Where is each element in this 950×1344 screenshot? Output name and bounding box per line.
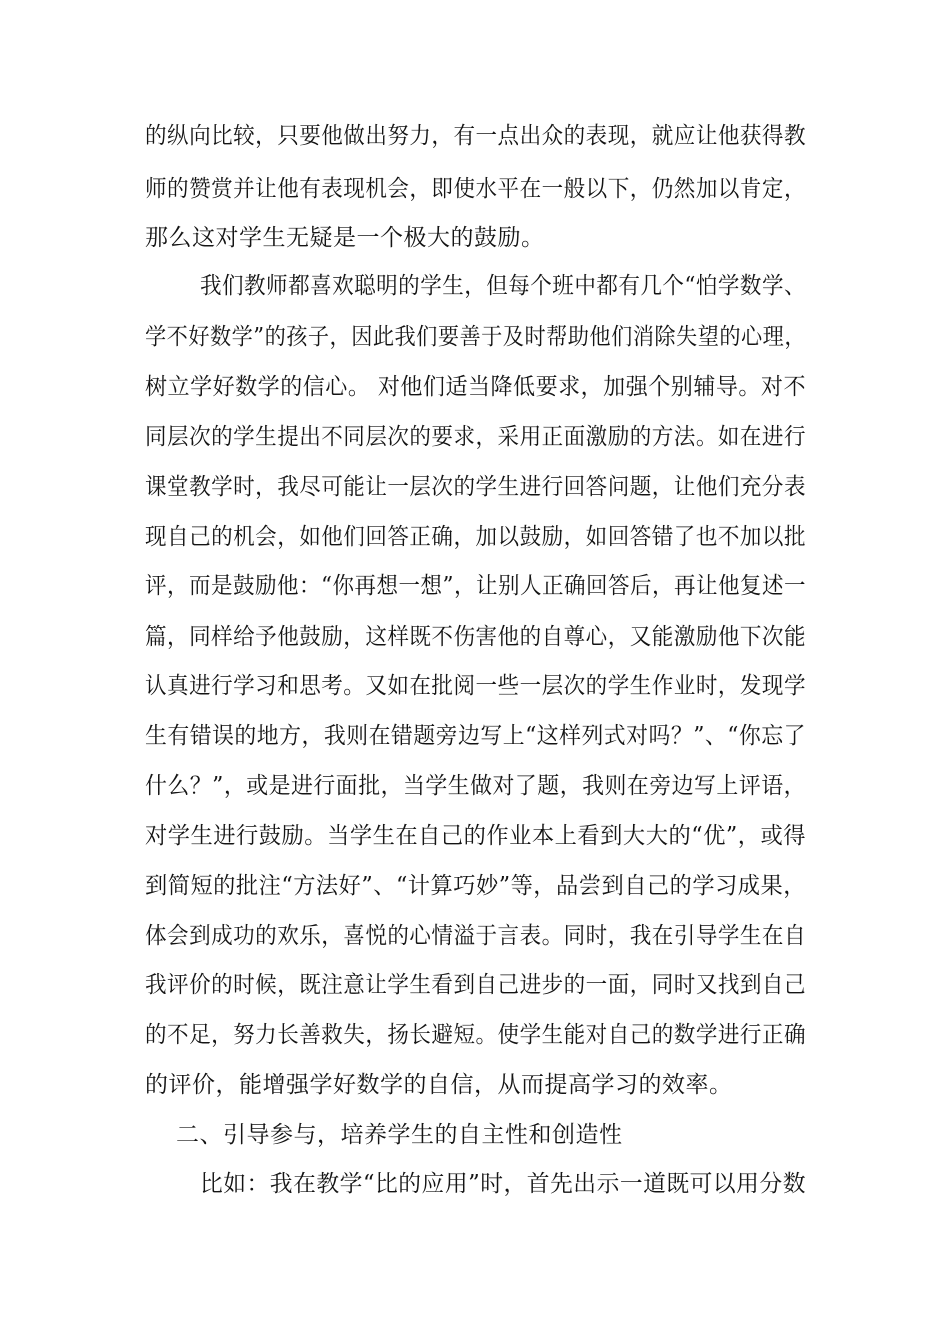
line-text: 认真进行学习和思考。又如在批阅一些一层次的学生作业时，发现学 (145, 673, 806, 699)
line-text: 的不足，努力长善救失，扬长避短。使学生能对自己的数学进行正确 (145, 1022, 806, 1048)
text-line (0, 417, 950, 457)
line-text: 评，而是鼓励他：“你再想一想”，让别人正确回答后，再让他复述一 (145, 573, 806, 599)
text-line (0, 566, 950, 606)
text-line (0, 517, 950, 557)
text-line (0, 116, 950, 156)
line-text: 对学生进行鼓励。当学生在自己的作业本上看到大大的“优”，或得 (145, 823, 806, 849)
text-line (0, 766, 950, 806)
text-line (0, 367, 950, 407)
line-text: 什么？”，或是进行面批，当学生做对了题，我则在旁边写上评语， (145, 773, 806, 799)
text-line (0, 317, 950, 357)
text-line (0, 467, 950, 507)
text-line (0, 1015, 950, 1055)
heading-text: 二、引导参与，培养学生的自主性和创造性 (176, 1122, 623, 1148)
text-line (0, 1164, 950, 1204)
text-line (0, 866, 950, 906)
line-text: 我评价的时候，既注意让学生看到自己进步的一面，同时又找到自己 (145, 972, 806, 998)
text-line (0, 617, 950, 657)
line-text: 的纵向比较，只要他做出努力，有一点出众的表现，就应让他获得教 (145, 123, 806, 149)
text-line (0, 169, 950, 209)
text-line (0, 965, 950, 1005)
line-text: 那么这对学生无疑是一个极大的鼓励。 (145, 225, 545, 251)
line-text: 篇，同样给予他鼓励，这样既不伤害他的自尊心，又能激励他下次能 (145, 624, 806, 650)
line-text: 师的赞赏并让他有表现机会，即使水平在一般以下，仍然加以肯定， (145, 176, 806, 202)
text-line (0, 816, 950, 856)
line-text: 现自己的机会，如他们回答正确，加以鼓励，如回答错了也不加以批 (145, 524, 806, 550)
line-text: 我们教师都喜欢聪明的学生，但每个班中都有几个“怕学数学、 (200, 273, 806, 299)
text-line (0, 1065, 950, 1105)
line-text: 的评价，能增强学好数学的自信，从而提高学习的效率。 (145, 1072, 733, 1098)
line-text: 到简短的批注“方法好”、“计算巧妙”等，品尝到自己的学习成果， (145, 873, 806, 899)
line-text: 树立学好数学的信心。 对他们适当降低要求，加强个别辅导。对不 (145, 374, 806, 400)
line-text: 比如：我在教学“比的应用”时，首先出示一道既可以用分数 (200, 1171, 806, 1197)
text-line (0, 666, 950, 706)
line-text: 课堂教学时，我尽可能让一层次的学生进行回答问题，让他们充分表 (145, 474, 806, 500)
line-text: 生有错误的地方，我则在错题旁边写上“这样列式对吗？”、“你忘了 (145, 723, 806, 749)
text-line (0, 266, 950, 306)
line-text: 学不好数学”的孩子，因此我们要善于及时帮助他们消除失望的心理， (145, 324, 806, 350)
line-text: 体会到成功的欢乐，喜悦的心情溢于言表。同时，我在引导学生在自 (145, 923, 806, 949)
text-line (0, 716, 950, 756)
line-text: 同层次的学生提出不同层次的要求，采用正面激励的方法。如在进行 (145, 424, 806, 450)
text-line (0, 916, 950, 956)
text-line (0, 218, 950, 258)
section-heading (0, 1115, 950, 1155)
